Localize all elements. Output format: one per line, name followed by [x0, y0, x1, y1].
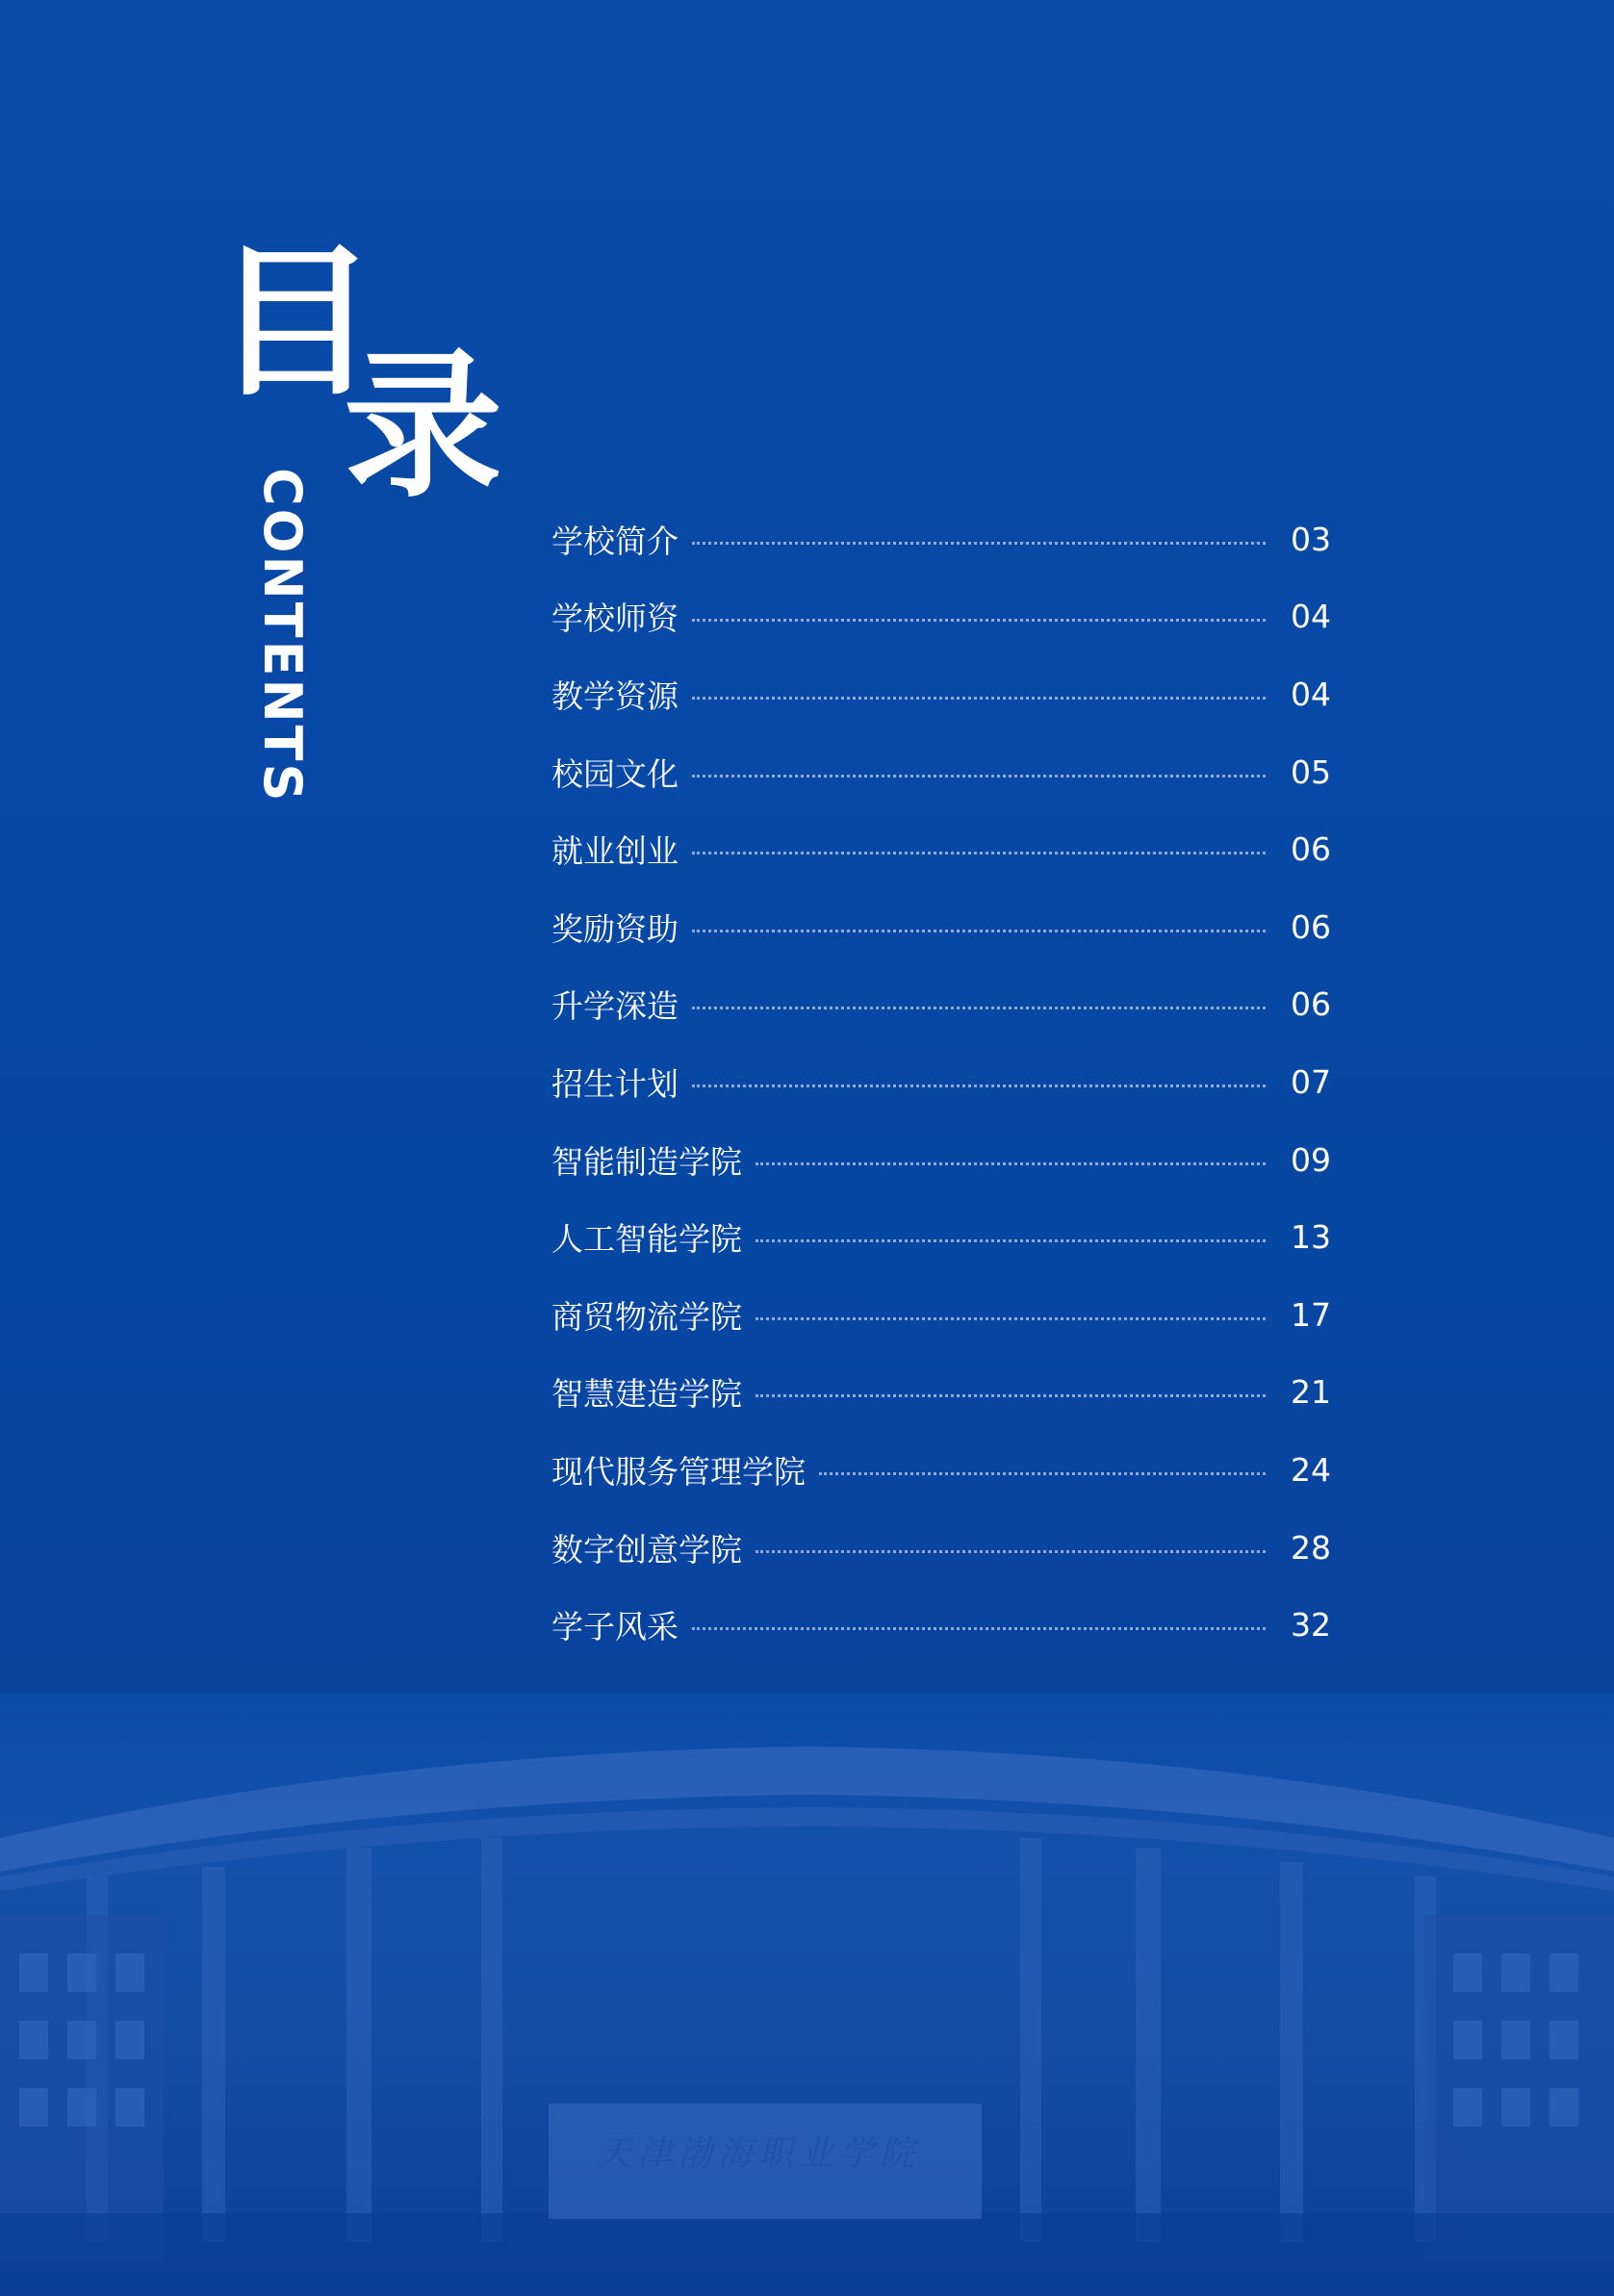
title-char-mu: 目: [214, 226, 378, 419]
toc-entry-label: 智慧建造学院: [551, 1375, 742, 1414]
campus-sign-text: 天津渤海职业学院: [597, 2134, 921, 2174]
dotted-leader: [692, 852, 1266, 855]
toc-entry-label: 学子风采: [551, 1608, 679, 1646]
toc-entry-label: 学校简介: [551, 522, 679, 560]
toc-entry[interactable]: [551, 1431, 1331, 1509]
toc-entry-page-number: 13: [1291, 1218, 1331, 1257]
toc-entry[interactable]: [551, 1121, 1331, 1199]
dotted-leader: [692, 775, 1266, 778]
dotted-leader: [692, 1627, 1266, 1630]
dotted-leader: [692, 619, 1266, 622]
toc-entry[interactable]: [551, 733, 1331, 811]
toc-entry-label: 招生计划: [551, 1064, 679, 1103]
toc-entry[interactable]: [551, 1276, 1331, 1354]
dotted-leader: [756, 1317, 1266, 1320]
dotted-leader: [756, 1394, 1266, 1397]
campus-gate-background: [0, 1694, 1614, 2296]
toc-entry[interactable]: [551, 1354, 1331, 1432]
toc-entry-page-number: 32: [1291, 1606, 1331, 1645]
toc-entry[interactable]: [551, 888, 1331, 966]
dotted-leader: [756, 1239, 1266, 1242]
toc-entry-label: 学校师资: [551, 600, 679, 638]
table-of-contents: [551, 500, 1331, 1664]
toc-entry[interactable]: [551, 578, 1331, 656]
toc-entry-page-number: 17: [1291, 1295, 1331, 1334]
toc-entry-label: 校园文化: [551, 754, 679, 793]
toc-entry[interactable]: [551, 500, 1331, 578]
toc-entry-page-number: 24: [1291, 1450, 1331, 1489]
toc-entry[interactable]: [551, 810, 1331, 888]
toc-entry-page-number: 04: [1291, 598, 1331, 636]
dotted-leader: [692, 1084, 1266, 1087]
toc-entry-label: 商贸物流学院: [551, 1297, 742, 1336]
toc-entry-label: 升学深造: [551, 987, 679, 1026]
dotted-leader: [692, 697, 1266, 700]
toc-entry[interactable]: [551, 1586, 1331, 1664]
toc-entry[interactable]: [551, 1198, 1331, 1276]
title-char-lu: 录: [344, 332, 502, 519]
toc-entry-label: 奖励资助: [551, 909, 679, 948]
toc-entry-page-number: 06: [1291, 985, 1331, 1024]
dotted-leader: [756, 1162, 1266, 1165]
toc-entry-page-number: 28: [1291, 1528, 1331, 1567]
dotted-leader: [756, 1550, 1266, 1553]
toc-entry-page-number: 06: [1291, 907, 1331, 946]
toc-entry-page-number: 21: [1291, 1373, 1331, 1412]
toc-entry[interactable]: [551, 1509, 1331, 1587]
toc-entry[interactable]: [551, 655, 1331, 733]
toc-entry-label: 数字创意学院: [551, 1530, 742, 1569]
toc-entry-page-number: 05: [1291, 753, 1331, 791]
toc-entry-page-number: 06: [1291, 830, 1331, 869]
toc-entry-page-number: 07: [1291, 1062, 1331, 1101]
toc-entry[interactable]: [551, 1043, 1331, 1121]
toc-entry-page-number: 04: [1291, 675, 1331, 713]
page-title-english: CONTENTS: [252, 468, 313, 804]
toc-entry-page-number: 09: [1291, 1140, 1331, 1179]
toc-entry-label: 智能制造学院: [551, 1142, 742, 1181]
dotted-leader: [819, 1472, 1266, 1475]
toc-entry-label: 现代服务管理学院: [551, 1452, 806, 1491]
toc-entry-label: 教学资源: [551, 676, 679, 715]
toc-entry[interactable]: [551, 966, 1331, 1044]
toc-entry-label: 人工智能学院: [551, 1220, 742, 1259]
dotted-leader: [692, 542, 1266, 545]
toc-entry-page-number: 03: [1291, 520, 1331, 558]
dotted-leader: [692, 930, 1266, 932]
dotted-leader: [692, 1007, 1266, 1009]
toc-entry-label: 就业创业: [551, 832, 679, 871]
